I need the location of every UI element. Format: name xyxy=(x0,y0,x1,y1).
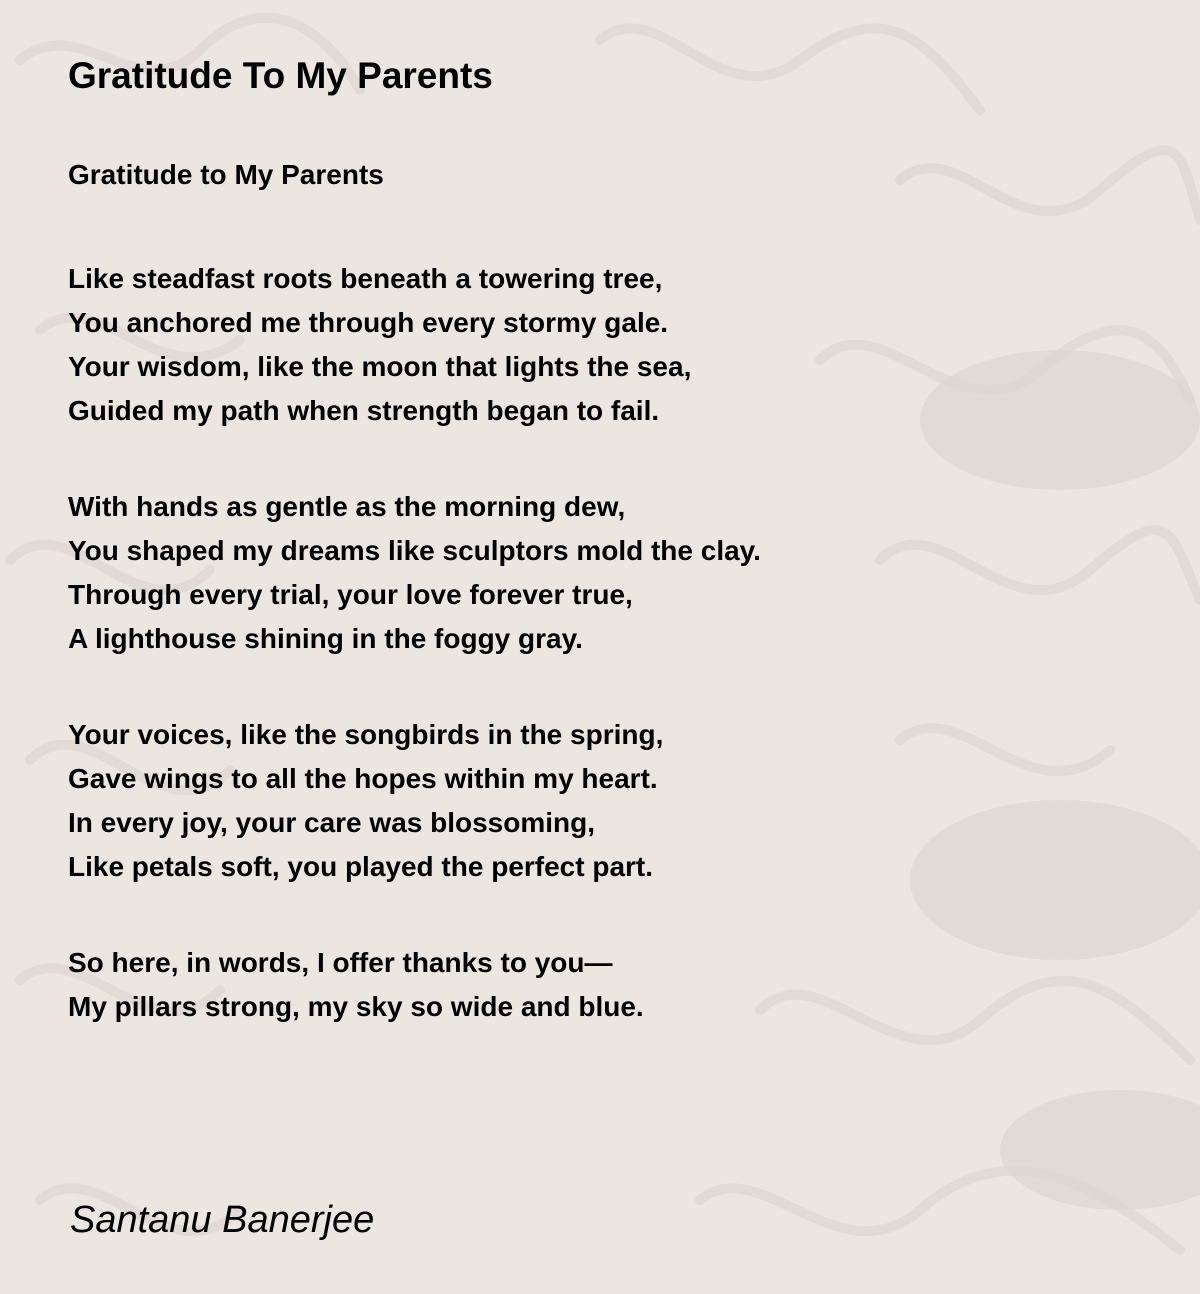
poem-line: Your voices, like the songbirds in the spring, xyxy=(68,719,664,750)
stanza xyxy=(68,481,761,665)
poem-line: Your wisdom, like the moon that lights the sea, xyxy=(68,351,692,382)
poem-line: So here, in words, I offer thanks to you— xyxy=(68,947,613,978)
poem-line: A lighthouse shining in the foggy gray. xyxy=(68,623,583,654)
poem-body xyxy=(68,261,761,1085)
poem-line: Guided my path when strength began to fail. xyxy=(68,395,660,426)
poem-line: You shaped my dreams like sculptors mold the clay. xyxy=(68,535,761,566)
poem-line: In every joy, your care was blossoming, xyxy=(68,807,596,838)
poem-line: With hands as gentle as the morning dew, xyxy=(68,491,626,522)
poem-line: Like steadfast roots beneath a towering tree, xyxy=(68,263,663,294)
poem-line: You anchored me through every stormy gale. xyxy=(68,307,669,338)
stanza xyxy=(68,253,761,437)
poem-line: Like petals soft, you played the perfect part. xyxy=(68,851,654,882)
stanza xyxy=(68,709,761,893)
poem-line: Gave wings to all the hopes within my heart. xyxy=(68,763,658,794)
poem-line: Through every trial, your love forever true, xyxy=(68,579,633,610)
poem-subtitle: Gratitude to My Parents xyxy=(68,159,384,190)
poem-author: Santanu Banerjee xyxy=(70,1199,375,1241)
poem-line: My pillars strong, my sky so wide and blue. xyxy=(68,991,644,1022)
poem-title: Gratitude To My Parents xyxy=(68,55,493,96)
stanza xyxy=(68,937,761,1033)
